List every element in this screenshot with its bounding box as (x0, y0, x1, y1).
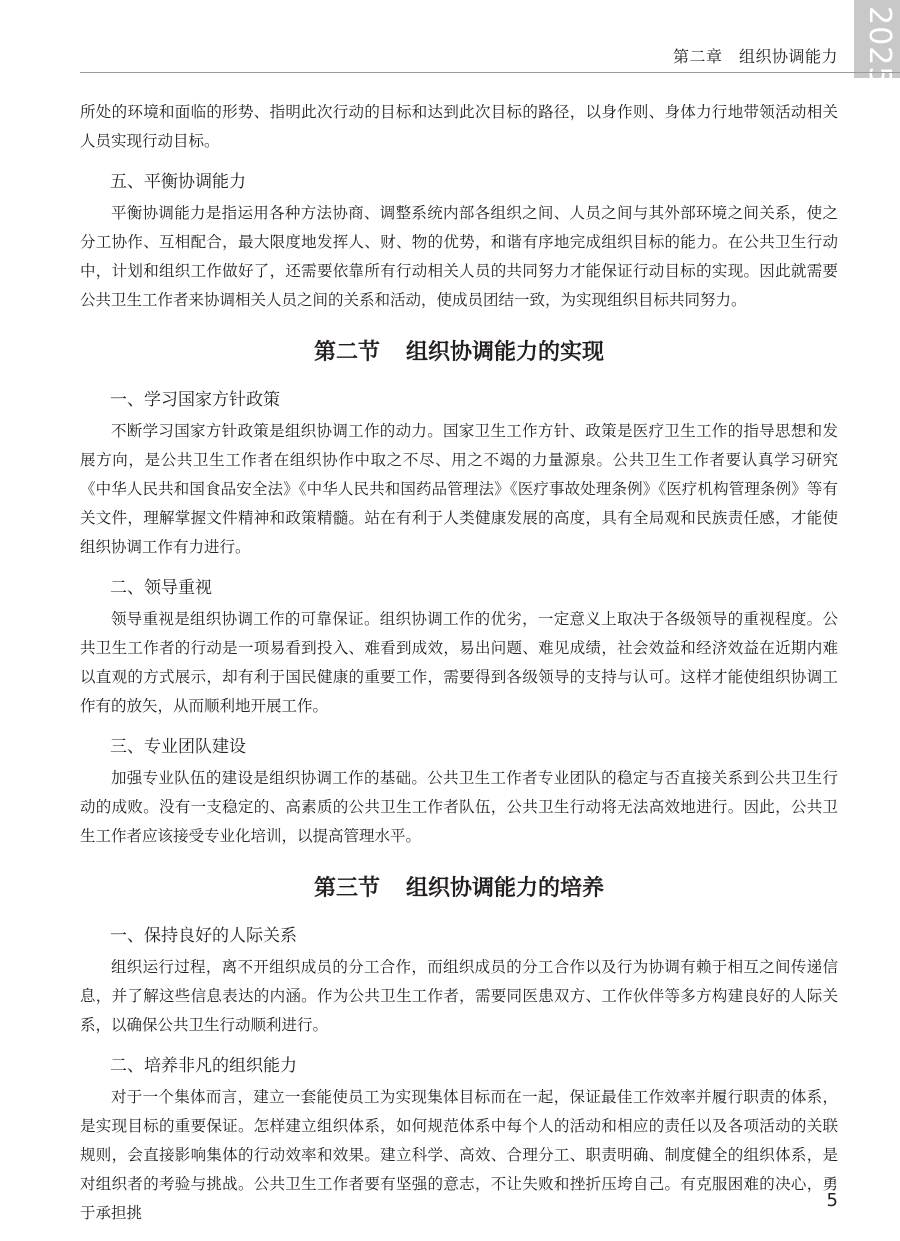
paragraph: 领导重视是组织协调工作的可靠保证。组织协调工作的优劣，一定意义上取决于各级领导的重视程度。公共卫生工作者的行动是一项易看到投入、难看到成效，易出问题、难见成绩，社会效益和经济效益在近期内难以直观的方式展示，却有利于国民健康的重要工作，需要得到各级领导的支持与认可。这样才能使组织协调工作有的放矢，从而顺利地开展工作。 (80, 610, 838, 715)
subheading: 五、平衡协调能力 (110, 172, 246, 192)
subheading: 三、专业团队建设 (110, 737, 246, 757)
section-title (80, 337, 838, 367)
section-number: 第二节 (313, 339, 380, 365)
page-number: 5 (826, 1190, 838, 1211)
paragraph: 所处的环境和面临的形势、指明此次行动的目标和达到此次目标的路径，以身作则、身体力行地带领活动相关人员实现行动目标。 (80, 103, 838, 150)
side-tab-text: 2025 (862, 6, 897, 87)
year-side-tab (854, 0, 900, 87)
paragraph: 平衡协调能力是指运用各种方法协商、调整系统内部各组织之间、人员之间与其外部环境之间关系，使之分工协作、互相配合，最大限度地发挥人、财、物的优势，和谐有序地完成组织目标的能力。在公共卫生行动中，计划和组织工作做好了，还需要依靠所有行动相关人员的共同努力才能保证行动目标的实现。因此就需要公共卫生工作者来协调相关人员之间的关系和活动，使成员团结一致，为实现组织目标共同努力。 (80, 204, 838, 309)
section-title-text: 组织协调能力的培养 (406, 875, 605, 901)
subheading: 二、领导重视 (110, 578, 212, 598)
section-number: 第三节 (313, 875, 380, 901)
paragraph: 加强专业队伍的建设是组织协调工作的基础。公共卫生工作者专业团队的稳定与否直接关系到公共卫生行动的成败。没有一支稳定的、高素质的公共卫生工作者队伍，公共卫生行动将无法高效地进行。因此，公共卫生工作者应该接受专业化培训，以提高管理水平。 (80, 769, 838, 845)
section-title (80, 873, 838, 903)
section-title-text: 组织协调能力的实现 (406, 339, 605, 365)
subheading: 一、学习国家方针政策 (110, 390, 280, 410)
page-body (80, 98, 838, 1228)
paragraph: 不断学习国家方针政策是组织协调工作的动力。国家卫生工作方针、政策是医疗卫生工作的指导思想和发展方向，是公共卫生工作者在组织协作中取之不尽、用之不竭的力量源泉。公共卫生工作者要认真学习研究《中华人民共和国食品安全法》《中华人民共和国药品管理法》《医疗事故处理条例》《医疗机构管理条例》等有关文件，理解掌握文件精神和政策精髓。站在有利于人类健康发展的高度，具有全局观和民族责任感，才能使组织协调工作有力进行。 (80, 422, 838, 556)
paragraph: 对于一个集体而言，建立一套能使员工为实现集体目标而在一起，保证最佳工作效率并履行职责的体系，是实现目标的重要保证。怎样建立组织体系，如何规范体系中每个人的活动和相应的责任以及各项活动的关联规则，会直接影响集体的行动效率和效果。建立科学、高效、合理分工、职责明确、制度健全的组织体系，是对组织者的考验与挑战。公共卫生工作者要有坚强的意志，不让失败和挫折压垮自己。有克服困难的决心，勇于承担挑 (80, 1088, 838, 1222)
running-header: 第二章 组织协调能力 (672, 47, 838, 66)
paragraph: 组织运行过程，离不开组织成员的分工合作，而组织成员的分工合作以及行为协调有赖于相互之间传递信息，并了解这些信息表达的内涵。作为公共卫生工作者，需要同医患双方、工作伙伴等多方构建良好的人际关系，以确保公共卫生行动顺利进行。 (80, 958, 838, 1034)
subheading: 二、培养非凡的组织能力 (110, 1056, 297, 1076)
header-rule (80, 72, 900, 73)
subheading: 一、保持良好的人际关系 (110, 926, 297, 946)
